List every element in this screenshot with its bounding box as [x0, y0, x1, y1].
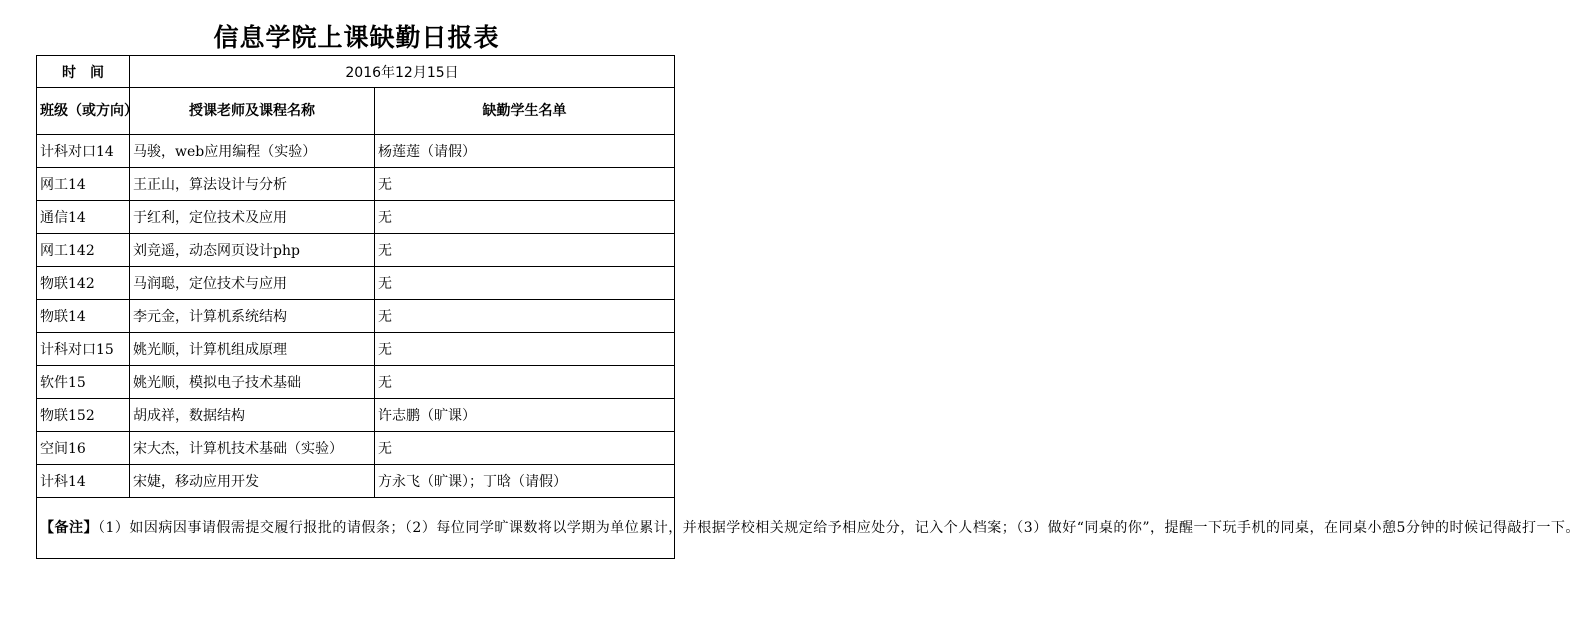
- row-teacher-course-cell: 姚光顺，计算机组成原理: [130, 333, 375, 366]
- row-absent-cell: 许志鹏（旷课）: [375, 399, 675, 432]
- row-teacher-course-cell: 刘竞遥，动态网页设计php: [130, 234, 375, 267]
- table-row: [37, 399, 675, 432]
- header-teacher-course: 授课老师及课程名称: [130, 88, 375, 135]
- report-title: 信息学院上课缺勤日报表: [213, 23, 500, 52]
- row-absent-cell: 无: [375, 267, 675, 300]
- row-teacher-course-cell: 姚光顺，模拟电子技术基础: [130, 366, 375, 399]
- table-row: [37, 300, 675, 333]
- header-absent: 缺勤学生名单: [375, 88, 675, 135]
- row-absent-cell: 无: [375, 300, 675, 333]
- report-date: 2016年12月15日: [130, 56, 675, 88]
- time-label: 时 间: [37, 56, 130, 88]
- row-absent-cell: 无: [375, 432, 675, 465]
- row-class-cell: 空间16: [37, 432, 130, 465]
- row-class-cell: 物联142: [37, 267, 130, 300]
- time-row: [37, 56, 675, 88]
- row-class-cell: 物联152: [37, 399, 130, 432]
- row-absent-cell: 无: [375, 333, 675, 366]
- row-class-cell: 网工142: [37, 234, 130, 267]
- row-absent-cell: 无: [375, 168, 675, 201]
- row-absent-cell: 无: [375, 234, 675, 267]
- row-class-cell: 软件15: [37, 366, 130, 399]
- row-class-cell: 计科14: [37, 465, 130, 498]
- row-absent-cell: 无: [375, 366, 675, 399]
- row-class-cell: 计科对口15: [37, 333, 130, 366]
- table-row: [37, 333, 675, 366]
- row-class-cell: 网工14: [37, 168, 130, 201]
- row-teacher-course-cell: 马骏，web应用编程（实验）: [130, 135, 375, 168]
- table-row: [37, 135, 675, 168]
- row-class-cell: 通信14: [37, 201, 130, 234]
- row-teacher-course-cell: 于红利，定位技术及应用: [130, 201, 375, 234]
- row-teacher-course-cell: 宋大杰，计算机技术基础（实验）: [130, 432, 375, 465]
- row-absent-cell: 杨莲莲（请假）: [375, 135, 675, 168]
- header-class: 班级（或方向）: [37, 88, 130, 135]
- row-class-cell: 计科对口14: [37, 135, 130, 168]
- table-row: [37, 267, 675, 300]
- row-teacher-course-cell: 李元金，计算机系统结构: [130, 300, 375, 333]
- note-text: （1）如因病因事请假需提交履行报批的请假条；（2）每位同学旷课数将以学期为单位累计，并根据学校相关规定给予相应处分，记入个人档案；（3）做好“同桌的你”，提醒一下玩手机的同桌，在同桌小憩5分钟的时候记得敲打一下。: [98, 519, 1580, 536]
- note-cell: [37, 498, 1580, 559]
- table-row: [37, 201, 675, 234]
- note-label: 【备注】: [40, 519, 98, 536]
- row-absent-cell: 方永飞（旷课）；丁晗（请假）: [375, 465, 675, 498]
- row-absent-cell: 无: [375, 201, 675, 234]
- row-class-cell: 物联14: [37, 300, 130, 333]
- header-row: [37, 88, 675, 135]
- note-row: [37, 498, 675, 559]
- row-teacher-course-cell: 马润聪，定位技术与应用: [130, 267, 375, 300]
- table-row: [37, 168, 675, 201]
- table-row: [37, 465, 675, 498]
- row-teacher-course-cell: 胡成祥，数据结构: [130, 399, 375, 432]
- row-teacher-course-cell: 王正山，算法设计与分析: [130, 168, 375, 201]
- table-row: [37, 366, 675, 399]
- row-teacher-course-cell: 宋婕，移动应用开发: [130, 465, 375, 498]
- table-row: [37, 234, 675, 267]
- attendance-table: [36, 55, 1580, 559]
- table-row: [37, 432, 675, 465]
